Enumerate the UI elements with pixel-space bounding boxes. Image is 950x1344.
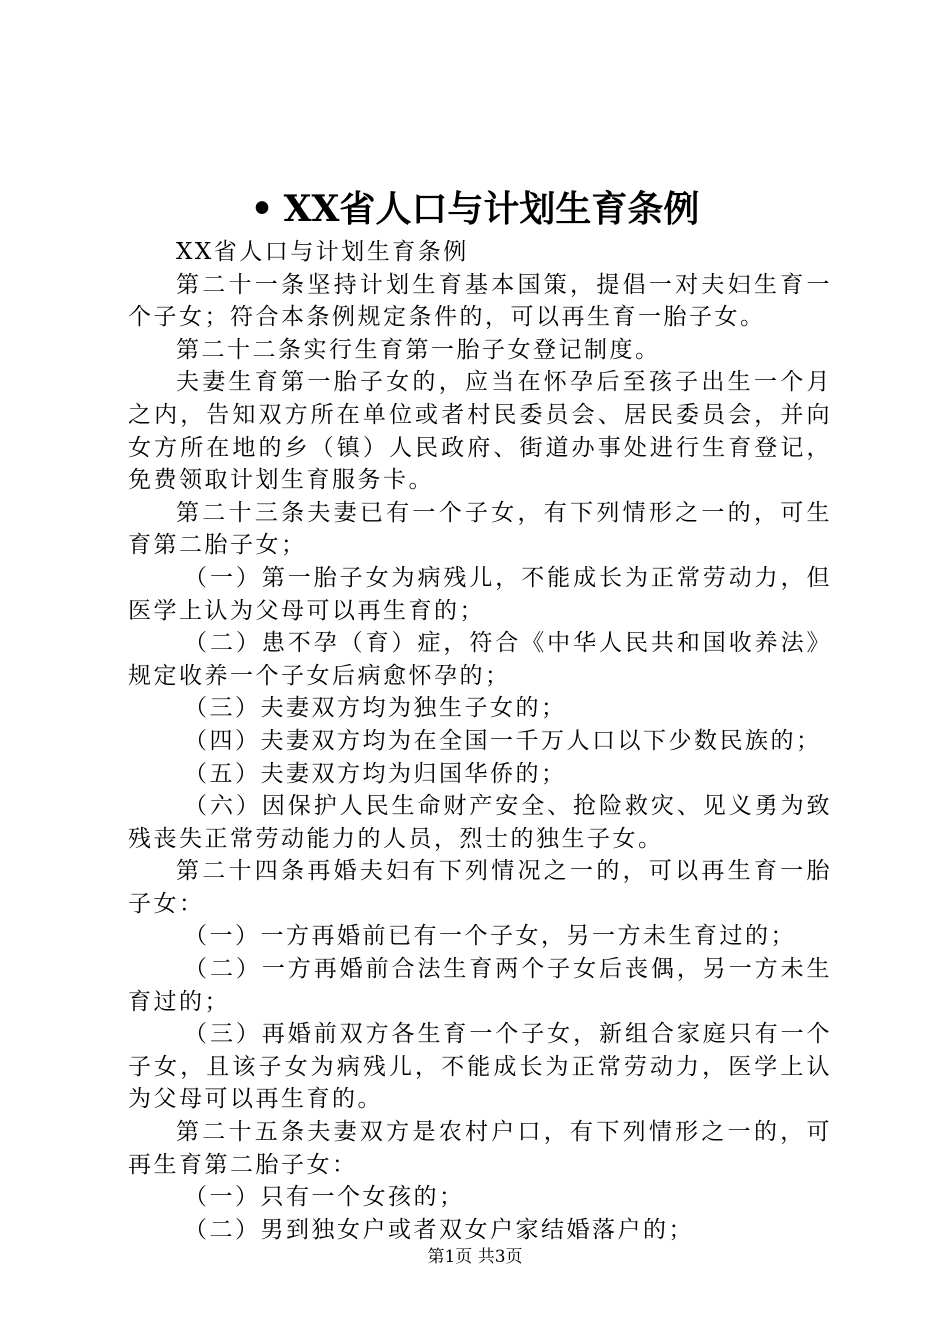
body-paragraph: XX省人口与计划生育条例 bbox=[176, 239, 469, 265]
body-paragraph: 第二十二条实行生育第一胎子女登记制度。 bbox=[176, 336, 661, 363]
list-item: （二）患不孕（育）症，符合《中华人民共和国收养法》规定收养一个子女后病愈怀孕的； bbox=[128, 630, 832, 689]
list-item: （三）再婚前双方各生育一个子女，新组合家庭只有一个子女，且该子女为病残儿，不能成长为正常劳动力，医学上认为父母可以再生育的。 bbox=[128, 1021, 832, 1113]
list-item: （三）夫妻双方均为独生子女的； bbox=[184, 695, 567, 722]
title-bullet: • bbox=[250, 188, 274, 230]
list-item: （二）一方再婚前合法生育两个子女后丧偶，另一方未生育过的； bbox=[128, 956, 832, 1015]
page-number-footer: 第1页 共3页 bbox=[427, 1247, 523, 1267]
body-paragraph: 第二十一条坚持计划生育基本国策，提倡一对夫妇生育一个子女；符合本条例规定条件的，可以再生育一胎子女。 bbox=[128, 271, 832, 331]
body-paragraph: 第二十四条再婚夫妇有下列情况之一的，可以再生育一胎子女： bbox=[128, 858, 832, 917]
list-item: （一）第一胎子女为病残儿，不能成长为正常劳动力，但医学上认为父母可以再生育的； bbox=[128, 564, 832, 624]
list-item: （一）一方再婚前已有一个子女，另一方未生育过的； bbox=[184, 923, 796, 950]
list-item: （四）夫妻双方均为在全国一千万人口以下少数民族的； bbox=[184, 727, 822, 754]
list-item: （六）因保护人民生命财产安全、抢险救灾、见义勇为致残丧失正常劳动能力的人员，烈士的独生子女。 bbox=[128, 793, 832, 852]
list-item: （二）男到独女户或者双女户家结婚落户的； bbox=[184, 1216, 694, 1243]
body-paragraph: 第二十五条夫妻双方是农村户口，有下列情形之一的，可再生育第二胎子女： bbox=[128, 1119, 832, 1178]
list-item: （五）夫妻双方均为归国华侨的； bbox=[184, 760, 567, 787]
document-title-line bbox=[0, 184, 950, 234]
list-item: （一）只有一个女孩的； bbox=[184, 1184, 465, 1211]
body-paragraph: 夫妻生育第一胎子女的，应当在怀孕后至孩子出生一个月之内，告知双方所在单位或者村民委员会、居民委员会，并向女方所在地的乡（镇）人民政府、街道办事处进行生育登记，免费领取计划生育服务卡。 bbox=[128, 369, 832, 494]
document-body bbox=[128, 236, 832, 1246]
body-paragraph: 第二十三条夫妻已有一个子女，有下列情形之一的，可生育第二胎子女； bbox=[128, 499, 832, 559]
document-title: XX省人口与计划生育条例 bbox=[283, 188, 700, 230]
